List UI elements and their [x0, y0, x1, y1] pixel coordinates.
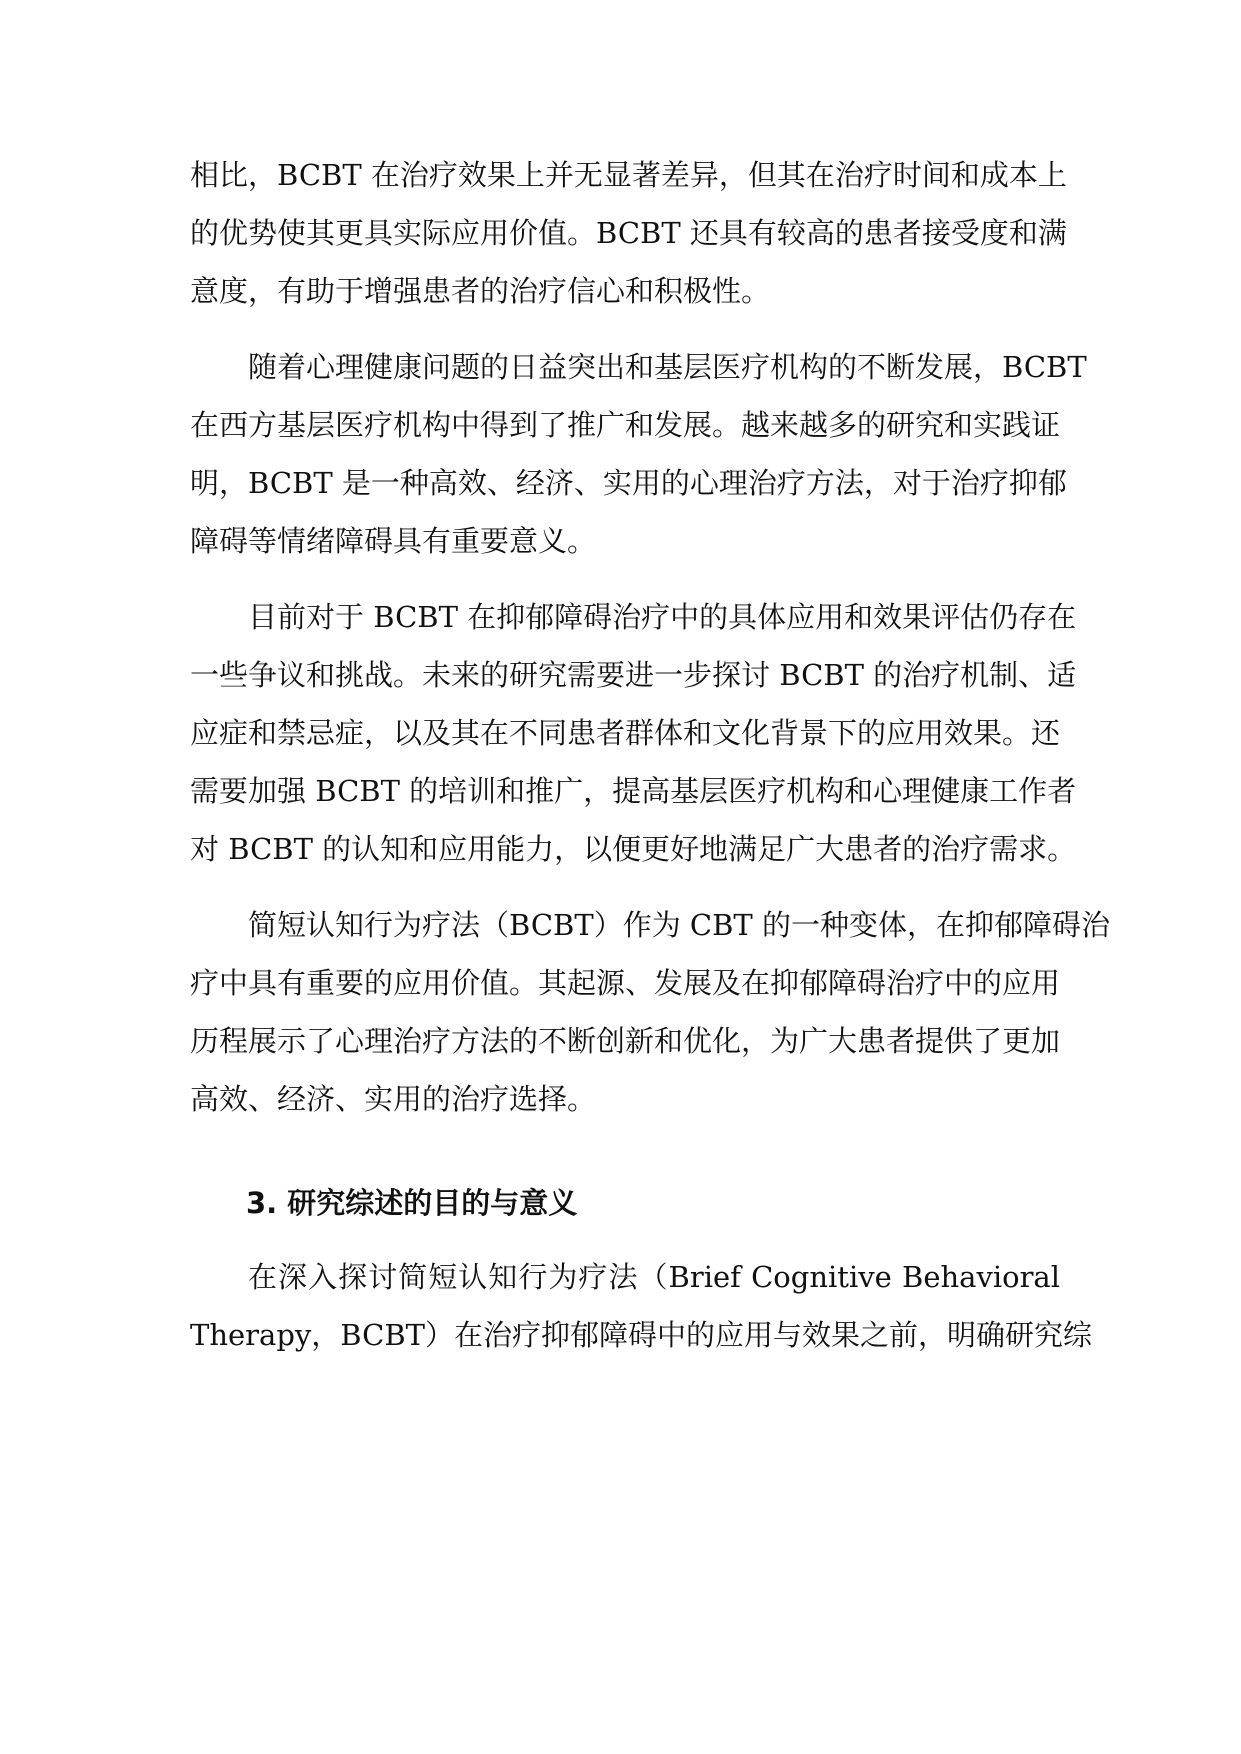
document-body [190, 146, 1110, 1364]
text-line: 应症和禁忌症，以及其在不同患者群体和文化背景下的应用效果。还 [190, 716, 1061, 750]
text-line: 的优势使其更具实际应用价值。BCBT 还具有较高的患者接受度和满 [190, 216, 1067, 250]
paragraph-4 [190, 896, 1110, 1128]
text-line: Therapy，BCBT）在治疗抑郁障碍中的应用与效果之前，明确研究综 [190, 1318, 1092, 1352]
text-line: 对 BCBT 的认知和应用能力，以便更好地满足广大患者的治疗需求。 [190, 832, 1077, 866]
paragraph-1 [190, 146, 1067, 320]
paragraph-spacer [190, 570, 1060, 588]
text-line: 相比，BCBT 在治疗效果上并无显著差异，但其在治疗时间和成本上 [190, 158, 1067, 192]
text-line: 明，BCBT 是一种高效、经济、实用的心理治疗方法，对于治疗抑郁 [190, 466, 1067, 500]
text-line: 简短认知行为疗法（BCBT）作为 CBT 的一种变体，在抑郁障碍治 [248, 908, 1110, 942]
paragraph-3 [190, 588, 1077, 878]
paragraph-5 [190, 1248, 1092, 1364]
text-line: 障碍等情绪障碍具有重要意义。 [190, 524, 597, 558]
text-line: 随着心理健康问题的日益突出和基层医疗机构的不断发展，BCBT [248, 350, 1087, 384]
text-line: 意度，有助于增强患者的治疗信心和积极性。 [190, 274, 771, 308]
text-line: 目前对于 BCBT 在抑郁障碍治疗中的具体应用和效果评估仍存在 [248, 600, 1077, 634]
heading-spacer [190, 1232, 1060, 1248]
text-line: 高效、经济、实用的治疗选择。 [190, 1082, 597, 1116]
text-line: 在深入探讨简短认知行为疗法（Brief Cognitive Behavioral [248, 1260, 1060, 1294]
text-line: 需要加强 BCBT 的培训和推广，提高基层医疗机构和心理健康工作者 [190, 774, 1077, 808]
paragraph-spacer [190, 320, 1060, 338]
paragraph-spacer [190, 878, 1060, 896]
heading-spacer [190, 1128, 1060, 1174]
section-heading: 3. 研究综述的目的与意义 [246, 1186, 578, 1220]
text-line: 疗中具有重要的应用价值。其起源、发展及在抑郁障碍治疗中的应用 [190, 966, 1061, 1000]
text-line: 一些争议和挑战。未来的研究需要进一步探讨 BCBT 的治疗机制、适 [190, 658, 1077, 692]
text-line: 在西方基层医疗机构中得到了推广和发展。越来越多的研究和实践证 [190, 408, 1061, 442]
text-line: 历程展示了心理治疗方法的不断创新和优化，为广大患者提供了更加 [190, 1024, 1061, 1058]
paragraph-2 [190, 338, 1087, 570]
